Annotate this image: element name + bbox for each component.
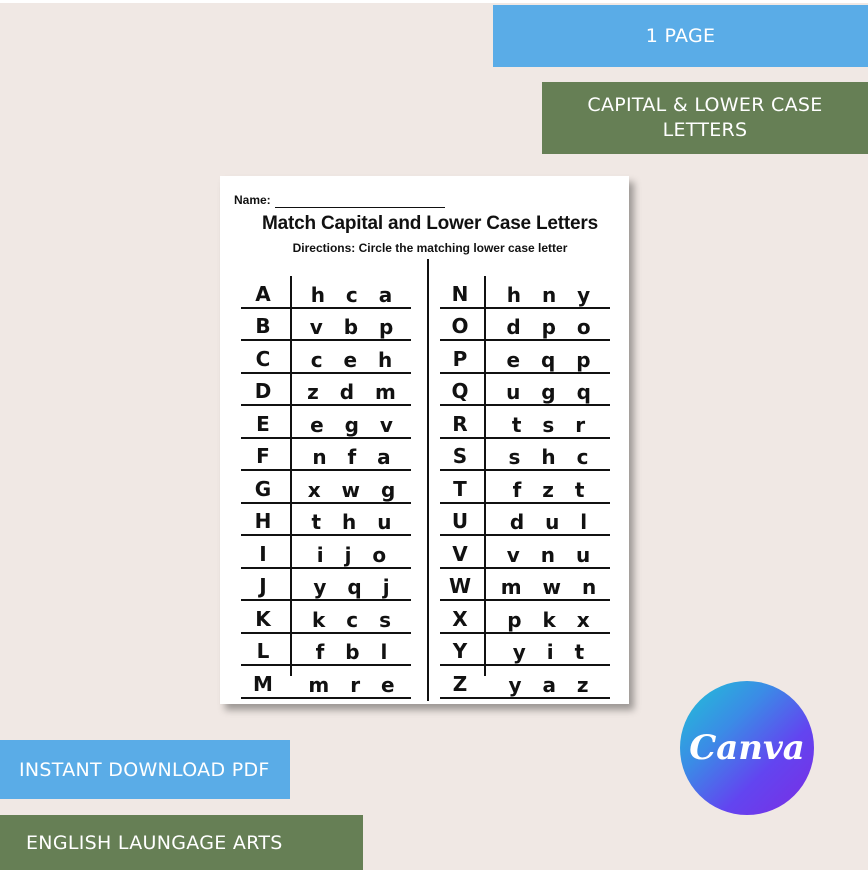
capital-letter: B xyxy=(255,314,271,338)
name-label: Name: xyxy=(234,193,271,207)
letter-row xyxy=(440,504,610,537)
capital-letter: H xyxy=(254,509,272,533)
letter-row xyxy=(241,569,411,602)
lowercase-choices[interactable]: t h u xyxy=(311,510,399,534)
letter-row xyxy=(440,569,610,602)
lowercase-choices[interactable]: d u l xyxy=(509,510,595,534)
worksheet-preview xyxy=(220,176,629,704)
capital-letter: W xyxy=(448,574,472,598)
capital-letter: Z xyxy=(452,671,468,696)
capital-letter: X xyxy=(452,606,468,631)
lowercase-choices[interactable]: t s r xyxy=(511,412,593,437)
capital-letter: G xyxy=(254,476,272,501)
letter-row xyxy=(241,666,411,699)
letter-row xyxy=(241,406,411,439)
capital-letter: V xyxy=(452,541,468,566)
letter-row xyxy=(440,666,610,699)
lowercase-choices[interactable]: d p o xyxy=(506,315,598,339)
lowercase-choices[interactable]: c e h xyxy=(310,347,400,372)
lowercase-choices[interactable]: p k x xyxy=(507,607,597,632)
lowercase-choices[interactable]: z d m xyxy=(307,380,403,404)
letter-row xyxy=(440,634,610,667)
lowercase-choices[interactable]: k c s xyxy=(312,607,398,632)
capital-letter: K xyxy=(255,606,271,631)
capital-letter: N xyxy=(451,281,469,306)
letter-row xyxy=(440,536,610,569)
capital-letter: O xyxy=(451,314,469,338)
letter-row xyxy=(440,406,610,439)
letter-row xyxy=(241,471,411,504)
lowercase-choices[interactable]: n f a xyxy=(312,445,398,469)
capital-letter: L xyxy=(256,639,270,663)
letter-row xyxy=(241,601,411,634)
letter-row xyxy=(440,439,610,472)
letter-row xyxy=(241,276,411,309)
right-column xyxy=(440,276,610,699)
letter-row xyxy=(241,439,411,472)
worksheet-directions: Directions: Circle the matching lower case letter xyxy=(292,241,568,255)
capital-letter: J xyxy=(259,574,267,598)
capital-letter: S xyxy=(452,444,468,468)
lowercase-choices[interactable]: u g q xyxy=(506,380,598,404)
letter-row xyxy=(241,341,411,374)
capital-letter: Q xyxy=(451,379,469,403)
lowercase-choices[interactable]: i j o xyxy=(316,542,394,567)
banner-english-language-arts: ENGLISH LAUNGAGE ARTS xyxy=(0,815,363,870)
lowercase-choices[interactable]: v n u xyxy=(506,542,598,567)
banner-capital-lower: CAPITAL & LOWER CASE LETTERS xyxy=(542,82,868,154)
capital-letter: Y xyxy=(452,639,468,663)
capital-letter: F xyxy=(256,444,270,468)
capital-letter: C xyxy=(255,346,271,371)
canva-logo-text: Canva xyxy=(689,728,805,768)
letter-row xyxy=(440,276,610,309)
left-column xyxy=(241,276,411,699)
lowercase-choices[interactable]: y i t xyxy=(512,640,592,664)
letter-row xyxy=(241,309,411,342)
canva-logo-icon xyxy=(680,681,814,815)
letter-row xyxy=(241,634,411,667)
lowercase-choices[interactable]: y a z xyxy=(508,672,596,697)
column-divider xyxy=(427,259,429,701)
worksheet-title: Match Capital and Lower Case Letters xyxy=(262,213,598,234)
lowercase-choices[interactable]: m r e xyxy=(308,672,402,697)
lowercase-choices[interactable]: e q p xyxy=(506,347,598,372)
capital-letter: E xyxy=(256,411,270,436)
capital-letter: P xyxy=(452,346,468,371)
letter-row xyxy=(241,536,411,569)
capital-letter: M xyxy=(253,671,273,696)
capital-letter: U xyxy=(451,509,469,533)
lowercase-choices[interactable]: f z t xyxy=(512,477,592,502)
capital-letter: R xyxy=(452,411,468,436)
capital-letter: A xyxy=(255,281,271,306)
letter-row xyxy=(440,374,610,407)
capital-letter: D xyxy=(254,379,272,403)
top-border xyxy=(0,0,868,3)
letter-row xyxy=(241,374,411,407)
lowercase-choices[interactable]: m w n xyxy=(500,575,604,599)
lowercase-choices[interactable]: s h c xyxy=(508,445,596,469)
name-line xyxy=(275,207,445,208)
letter-row xyxy=(440,601,610,634)
letter-row xyxy=(241,504,411,537)
banner-instant-download: INSTANT DOWNLOAD PDF xyxy=(0,740,290,799)
letter-row xyxy=(440,309,610,342)
letter-row xyxy=(440,341,610,374)
capital-letter: T xyxy=(453,476,467,501)
lowercase-choices[interactable]: h n y xyxy=(506,282,598,307)
lowercase-choices[interactable]: h c a xyxy=(310,282,400,307)
capital-letter: I xyxy=(259,541,267,566)
lowercase-choices[interactable]: y q j xyxy=(313,575,397,599)
lowercase-choices[interactable]: f b l xyxy=(315,640,395,664)
banner-page-count: 1 PAGE xyxy=(493,5,868,67)
lowercase-choices[interactable]: v b p xyxy=(309,315,401,339)
lowercase-choices[interactable]: e g v xyxy=(310,412,400,437)
letter-row xyxy=(440,471,610,504)
lowercase-choices[interactable]: x w g xyxy=(307,477,403,502)
